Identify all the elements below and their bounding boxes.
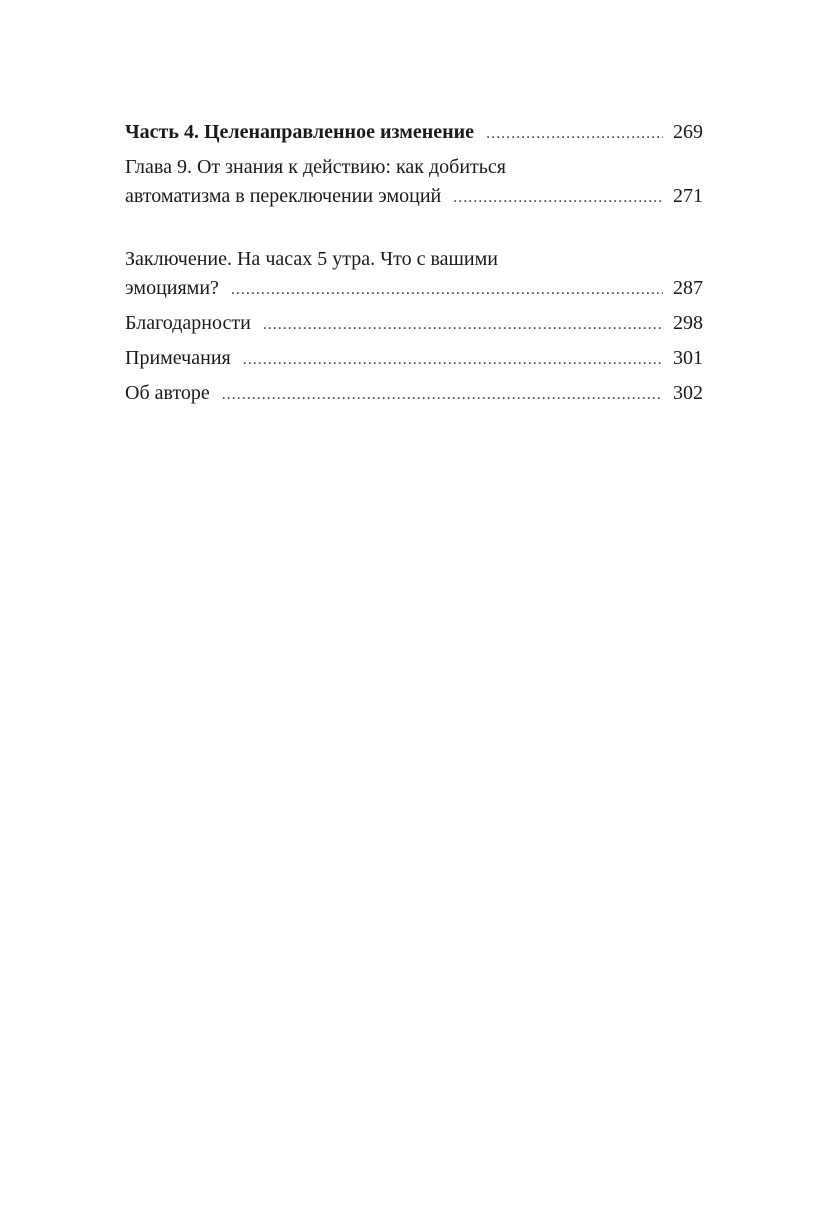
toc-entry-part-4[interactable] bbox=[125, 118, 703, 148]
toc-entry-title: Примечания bbox=[125, 347, 231, 369]
toc-page-number: 271 bbox=[673, 185, 703, 207]
dot-leader bbox=[486, 119, 663, 148]
toc-entry-line bbox=[125, 118, 703, 148]
toc-entry-chapter-9[interactable] bbox=[125, 153, 703, 212]
toc-entry-title: автоматизма в переключении эмоций bbox=[125, 185, 442, 207]
dot-leader bbox=[231, 275, 663, 304]
toc-page-number: 269 bbox=[673, 121, 703, 143]
toc-page-number: 298 bbox=[673, 312, 703, 334]
toc-entry-line bbox=[125, 344, 703, 374]
dot-leader bbox=[263, 310, 663, 339]
toc-entry-line bbox=[125, 274, 703, 304]
dot-leader bbox=[243, 345, 663, 374]
toc-entry-title: Благодарности bbox=[125, 312, 251, 334]
toc-entry-about-author[interactable] bbox=[125, 379, 703, 409]
toc-entry-conclusion[interactable] bbox=[125, 245, 703, 304]
toc-entry-line bbox=[125, 309, 703, 339]
toc-entry-line bbox=[125, 379, 703, 409]
toc-entry-title-line-1: Заключение. На часах 5 утра. Что с вашими bbox=[125, 248, 498, 270]
dot-leader bbox=[222, 380, 663, 409]
toc-entry-title-line-1: Глава 9. От знания к действию: как добиться bbox=[125, 156, 506, 178]
toc-entry-acknowledgements[interactable] bbox=[125, 309, 703, 339]
toc-entry-title: Часть 4. Целенаправленное изменение bbox=[125, 121, 475, 143]
toc-page-number: 302 bbox=[673, 382, 703, 404]
table-of-contents bbox=[125, 118, 703, 414]
toc-entry-title: эмоциями? bbox=[125, 277, 219, 299]
toc-entry-notes[interactable] bbox=[125, 344, 703, 374]
toc-page-number: 301 bbox=[673, 347, 703, 369]
dot-leader bbox=[453, 183, 663, 212]
toc-page-number: 287 bbox=[673, 277, 703, 299]
toc-entry-line bbox=[125, 182, 703, 212]
toc-entry-title: Об авторе bbox=[125, 382, 210, 404]
